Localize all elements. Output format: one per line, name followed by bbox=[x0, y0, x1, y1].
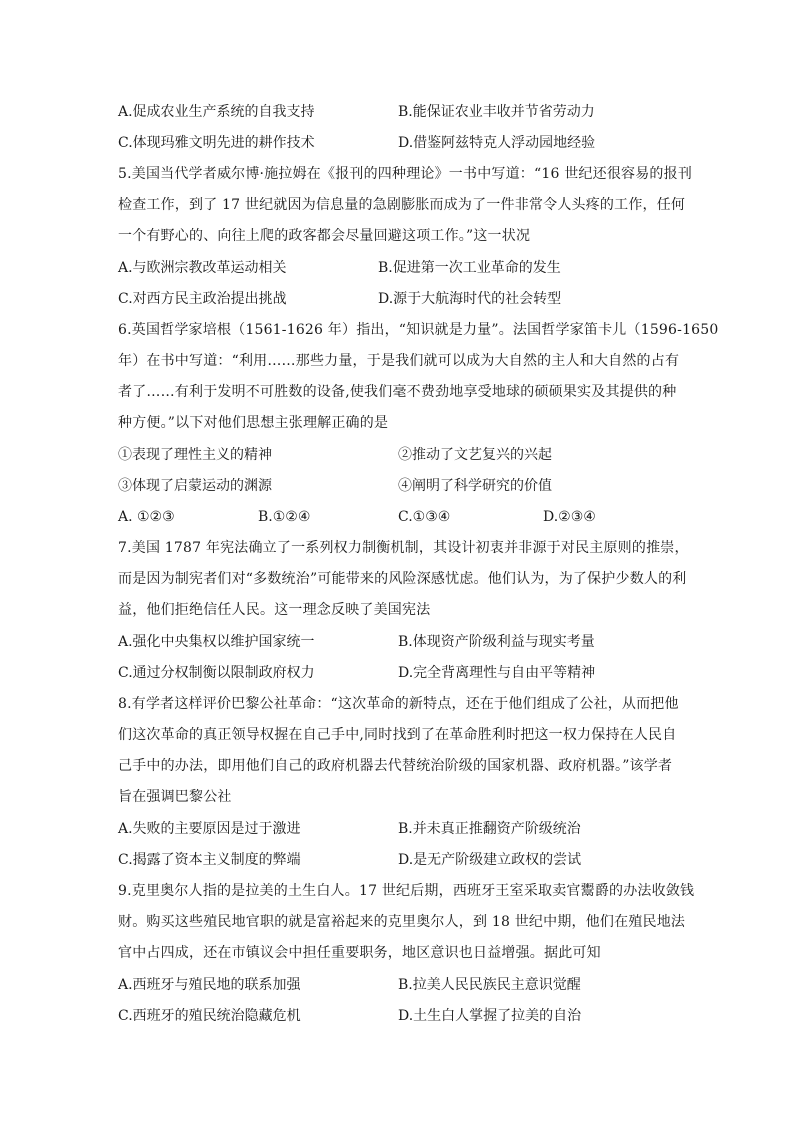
q7-stem-line-2: 而是因为制宪者们对“多数统治”可能带来的风险深感忧虑。他们认为，为了保护少数人的利 bbox=[118, 571, 687, 587]
q8-option-a[interactable]: A.失败的主要原因是过于激进 bbox=[118, 821, 301, 837]
q8-stem-line-3: 己手中的办法，即用他们自己的政府机器去代替统治阶级的国家机器、政府机器。”该学者 bbox=[118, 758, 673, 774]
q6-stem-line-2: 年）在书中写道：“利用……那些力量，于是我们就可以成为大自然的主人和大自然的占有 bbox=[118, 353, 680, 369]
q4-option-d[interactable]: D.借鉴阿兹特克人浮动园地经验 bbox=[398, 135, 596, 151]
q5-stem-line-3: 一个有野心的、向往上爬的政客都会尽量回避这项工作。”这一状况 bbox=[118, 228, 531, 244]
q7-stem-line-3: 益，他们拒绝信任人民。这一理念反映了美国宪法 bbox=[118, 602, 431, 618]
q8-option-c[interactable]: C.揭露了资本主义制度的弊端 bbox=[118, 852, 301, 868]
q9-option-d[interactable]: D.土生白人掌握了拉美的自治 bbox=[398, 1008, 582, 1024]
q9-option-b[interactable]: B.拉美人民民族民主意识觉醒 bbox=[398, 977, 581, 993]
q9-stem-line-3: 官中占四成，还在市镇议会中担任重要职务，地区意识也日益增强。据此可知 bbox=[118, 945, 601, 961]
q6-stem-line-4: 种方便。”以下对他们思想主张理解正确的是 bbox=[118, 415, 389, 431]
q6-statement-2: ②推动了文艺复兴的兴起 bbox=[398, 447, 552, 463]
q8-option-b[interactable]: B.并未真正推翻资产阶级统治 bbox=[398, 821, 581, 837]
q5-option-b[interactable]: B.促进第一次工业革命的发生 bbox=[378, 260, 561, 276]
q9-option-c[interactable]: C.西班牙的殖民统治隐藏危机 bbox=[118, 1008, 301, 1024]
q5-option-d[interactable]: D.源于大航海时代的社会转型 bbox=[378, 291, 562, 307]
q8-stem-line-2: 们这次革命的真正领导权握在自己手中,同时找到了在革命胜利时把这一权力保持在人民自 bbox=[118, 727, 677, 743]
q9-option-a[interactable]: A.西班牙与殖民地的联系加强 bbox=[118, 977, 301, 993]
q6-option-b[interactable]: B.①②④ bbox=[258, 509, 311, 525]
q4-option-a[interactable]: A.促成农业生产系统的自我支持 bbox=[118, 104, 315, 120]
q5-stem-line-1: 5.美国当代学者威尔博·施拉姆在《报刊的四种理论》一书中写道：“16 世纪还很容易的报刊 bbox=[118, 166, 693, 182]
q9-stem-line-2: 财。购买这些殖民地官职的就是富裕起来的克里奥尔人，到 18 世纪中期，他们在殖民地法 bbox=[118, 914, 686, 930]
q6-statement-4: ④阐明了科学研究的价值 bbox=[398, 478, 552, 494]
q7-option-c[interactable]: C.通过分权制衡以限制政府权力 bbox=[118, 665, 315, 681]
q6-stem-line-3: 者了……有利于发明不可胜数的设备,使我们毫不费劲地享受地球的硕硕果实及其提供的种 bbox=[118, 384, 677, 400]
q9-stem-line-1: 9.克里奥尔人指的是拉美的土生白人。17 世纪后期，西班牙王室采取卖官鬻爵的办法收敛钱 bbox=[118, 883, 695, 899]
q7-option-b[interactable]: B.体现资产阶级利益与现实考量 bbox=[398, 634, 595, 650]
q6-option-d[interactable]: D.②③④ bbox=[543, 509, 596, 525]
q7-option-a[interactable]: A.强化中央集权以维护国家统一 bbox=[118, 634, 315, 650]
q6-option-c[interactable]: C.①③④ bbox=[398, 509, 451, 525]
q4-option-c[interactable]: C.体现玛雅文明先进的耕作技术 bbox=[118, 135, 315, 151]
q7-stem-line-1: 7.美国 1787 年宪法确立了一系列权力制衡机制，其设计初衷并非源于对民主原则的推崇， bbox=[118, 540, 689, 556]
q5-stem-line-2: 检查工作，到了 17 世纪就因为信息量的急剧膨胀而成为了一件非常令人头疼的工作，任何 bbox=[118, 197, 686, 213]
q5-option-c[interactable]: C.对西方民主政治提出挑战 bbox=[118, 291, 287, 307]
q6-statement-3: ③体现了启蒙运动的渊源 bbox=[118, 478, 272, 494]
q6-statement-1: ①表现了理性主义的精神 bbox=[118, 447, 272, 463]
q5-option-a[interactable]: A.与欧洲宗教改革运动相关 bbox=[118, 260, 287, 276]
q8-option-d[interactable]: D.是无产阶级建立政权的尝试 bbox=[398, 852, 582, 868]
q7-option-d[interactable]: D.完全背离理性与自由平等精神 bbox=[398, 665, 596, 681]
q8-stem-line-4: 旨在强调巴黎公社 bbox=[118, 789, 232, 805]
q8-stem-line-1: 8.有学者这样评价巴黎公社革命：“这次革命的新特点，还在于他们组成了公社，从而把他 bbox=[118, 696, 679, 712]
q6-option-a[interactable]: A. ①②③ bbox=[118, 509, 175, 525]
q6-stem-line-1: 6.英国哲学家培根（1561-1626 年）指出，“知识就是力量”。法国哲学家笛卡儿（1596-1650 bbox=[118, 322, 719, 338]
q4-option-b[interactable]: B.能保证农业丰收并节省劳动力 bbox=[398, 104, 595, 120]
